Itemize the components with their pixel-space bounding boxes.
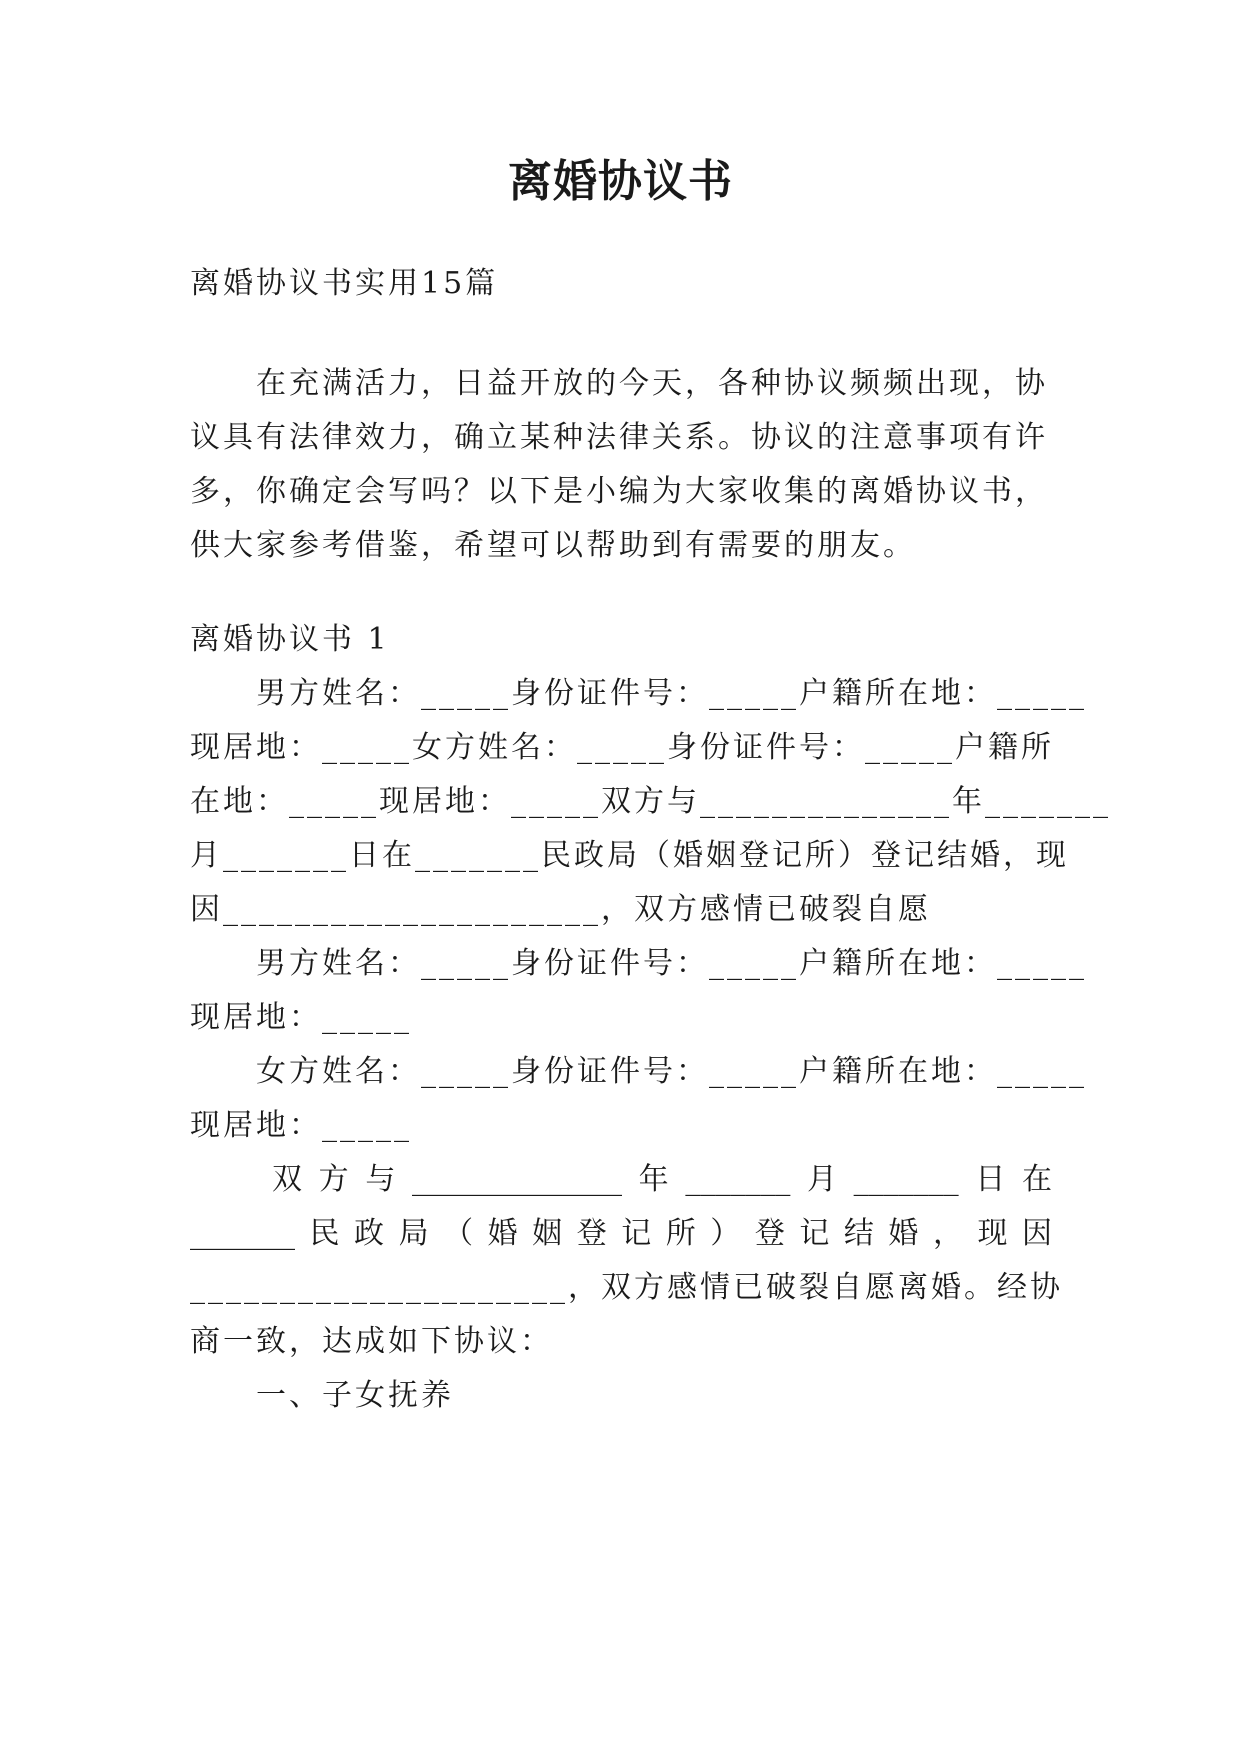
paragraph-line: 现居地：_____ [190, 1000, 412, 1035]
paragraph-line: 商一致，达成如下协议： [190, 1324, 553, 1359]
paragraph-line: 现居地：_____女方姓名：_____身份证件号：_____户籍所 [190, 730, 1054, 765]
document-subtitle: 离婚协议书实用15篇 [190, 266, 499, 301]
paragraph-line: 因_____________________，双方感情已破裂自愿 [190, 892, 931, 927]
document-title: 离婚协议书 [508, 156, 733, 207]
intro-line: 议具有法律效力，确立某种法律关系。协议的注意事项有许 [190, 420, 1048, 455]
paragraph-line: 月_______日在_______民政局（婚姻登记所）登记结婚，现 [190, 838, 1069, 873]
paragraph-line: 男方姓名：_____身份证件号：_____户籍所在地：_____ [256, 946, 1087, 981]
paragraph-line: 在地：_____现居地：_____双方与______________年_______ [190, 784, 1111, 819]
paragraph-line: 女方姓名：_____身份证件号：_____户籍所在地：_____ [256, 1054, 1087, 1089]
paragraph-line: _____________________，双方感情已破裂自愿离婚。经协 [190, 1270, 1063, 1305]
paragraph-line: 男方姓名：_____身份证件号：_____户籍所在地：_____ [256, 676, 1087, 711]
intro-line: 多，你确定会写吗？以下是小编为大家收集的离婚协议书， [190, 474, 1048, 509]
section-heading: 离婚协议书 1 [190, 622, 390, 657]
intro-line: 供大家参考借鉴，希望可以帮助到有需要的朋友。 [190, 528, 916, 563]
paragraph-line: 现居地：_____ [190, 1108, 412, 1143]
intro-line: 在充满活力，日益开放的今天，各种协议频频出现，协 [256, 366, 1048, 401]
item-heading: 一、子女抚养 [256, 1378, 454, 1413]
paragraph-line: _______民政局（婚姻登记所）登记结婚，现因 [190, 1216, 1052, 1251]
paragraph-line: 双方与______________年_______月_______日在 [272, 1162, 1052, 1197]
